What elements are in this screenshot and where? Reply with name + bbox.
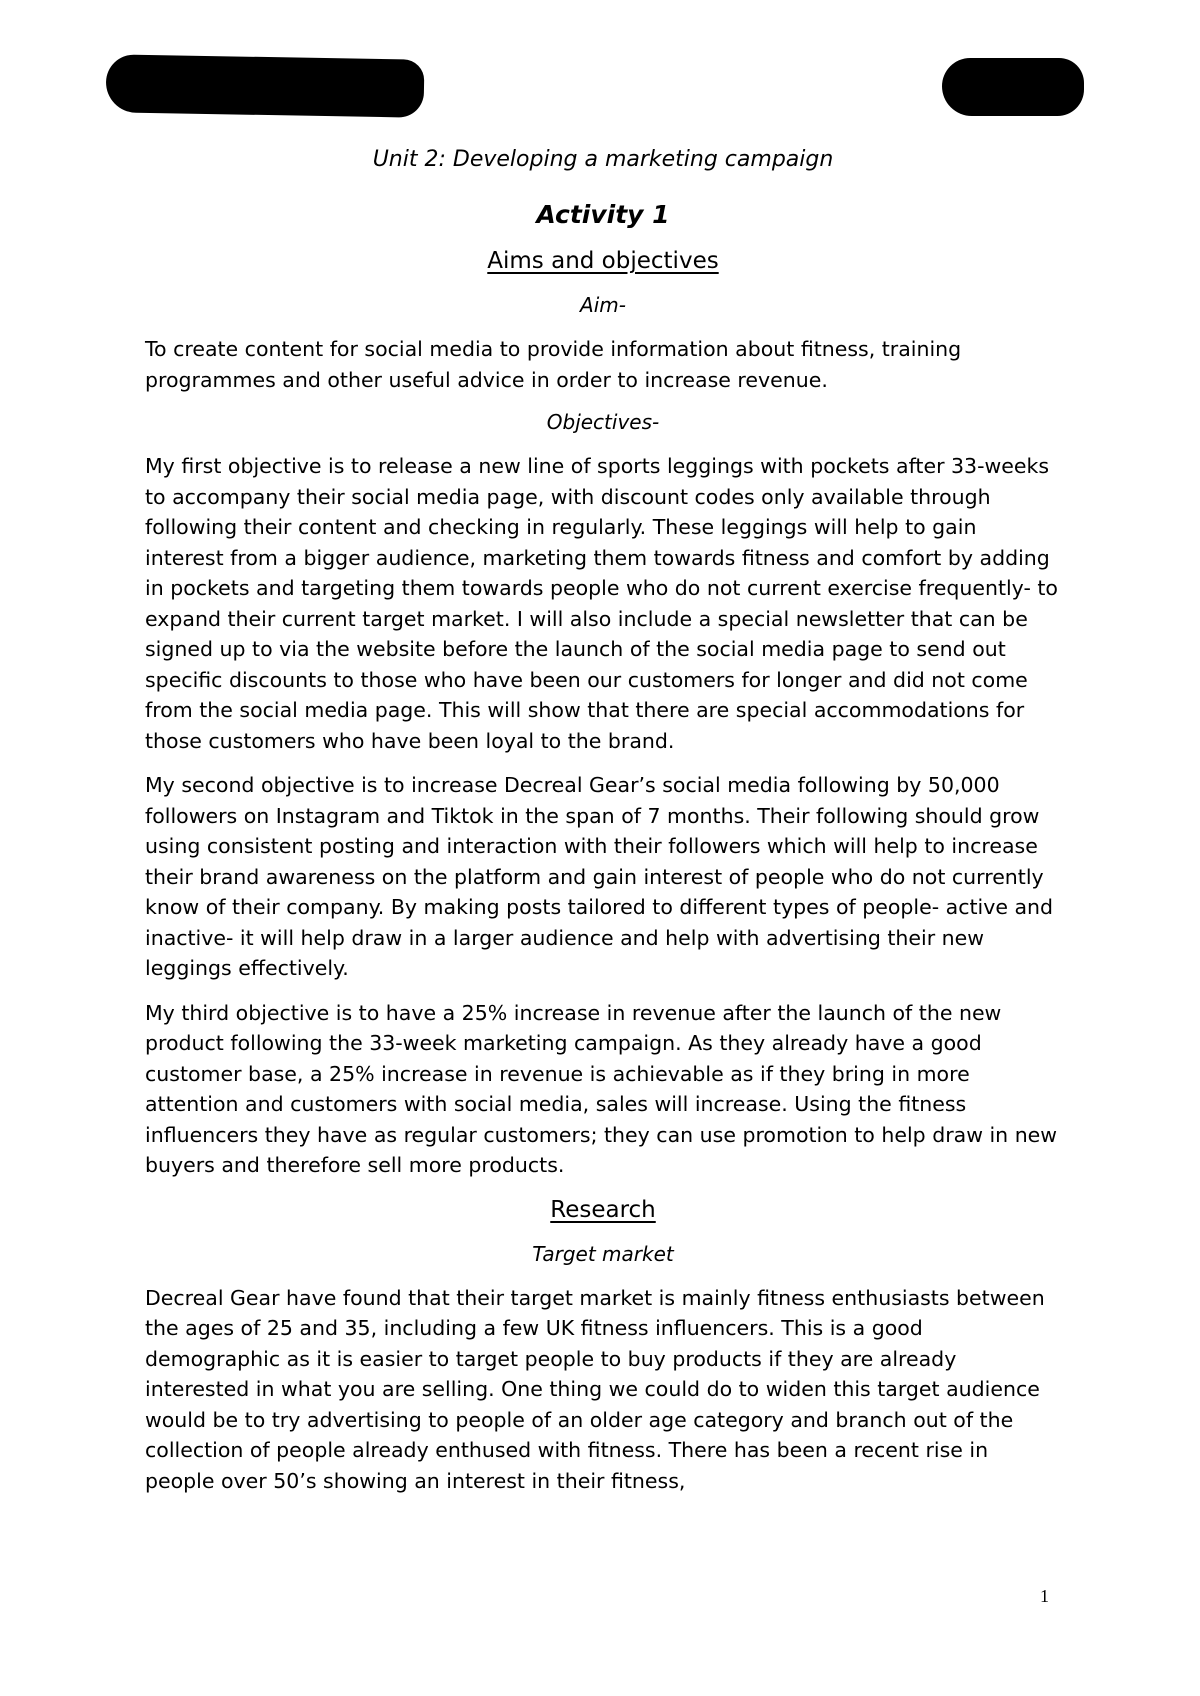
research-heading: Research bbox=[550, 1196, 656, 1223]
objective-1-paragraph: My first objective is to release a new line of sports leggings with pockets after 33-weeks to accompany their social media page, with discount codes only available through following their content and checking in regularly. These leggings will help to gain interest from a bigger audience, marketing them towards fitness and comfort by adding in pockets and targeting them towards people who do not current exercise frequently- to expand their current target market. I will also include a special newsletter that can be signed up to via the website before the launch of the social media page to send out specific discounts to those who have been our customers for longer and did not come from the social media page. This will show that there are special accommodations for those customers who have been loyal to the brand. bbox=[145, 454, 1058, 753]
redaction-mark-right bbox=[942, 58, 1084, 116]
unit-title: Unit 2: Developing a marketing campaign bbox=[372, 147, 834, 172]
objective-2-paragraph: My second objective is to increase Decreal Gear’s social media following by 50,000 followers on Instagram and Tiktok in the span of 7 months. Their following should grow using consistent posting and interaction with their followers which will help to increase their brand awareness on the platform and gain interest of people who do not currently know of their company. By making posts tailored to different types of people- active and inactive- it will help draw in a larger audience and help with advertising their new leggings effectively. bbox=[145, 773, 1054, 980]
aim-paragraph: To create content for social media to provide information about fitness, training programmes and other useful advice in order to increase revenue. bbox=[145, 337, 962, 392]
document-body bbox=[145, 144, 1061, 1496]
objective-3-paragraph: My third objective is to have a 25% increase in revenue after the launch of the new product following the 33-week marketing campaign. As they already have a good customer base, a 25% increase in revenue is achievable as if they bring in more attention and customers with social media, sales will increase. Using the fitness influencers they have as regular customers; they can use promotion to help draw in new buyers and therefore sell more products. bbox=[145, 1000, 1058, 1177]
aim-label: Aim- bbox=[580, 293, 626, 317]
aims-heading: Aims and objectives bbox=[487, 248, 719, 274]
objectives-label: Objectives- bbox=[546, 410, 660, 434]
page-number: 1 bbox=[1040, 1586, 1049, 1606]
activity-title: Activity 1 bbox=[536, 200, 670, 229]
target-market-label: Target market bbox=[532, 1241, 674, 1266]
redaction-mark-left bbox=[106, 54, 425, 118]
target-market-paragraph: Decreal Gear have found that their target market is mainly fitness enthusiasts between the ages of 25 and 35, including a few UK fitness influencers. This is a good demographic as it is easier to target people to buy products if they are already interested in what you are selling. One thing we could do to widen this target audience would be to try advertising to people of an older age category and branch out of the collection of people already enthused with fitness. There has been a recent rise in people over 50’s showing an interest in their fitness, bbox=[145, 1285, 1045, 1493]
